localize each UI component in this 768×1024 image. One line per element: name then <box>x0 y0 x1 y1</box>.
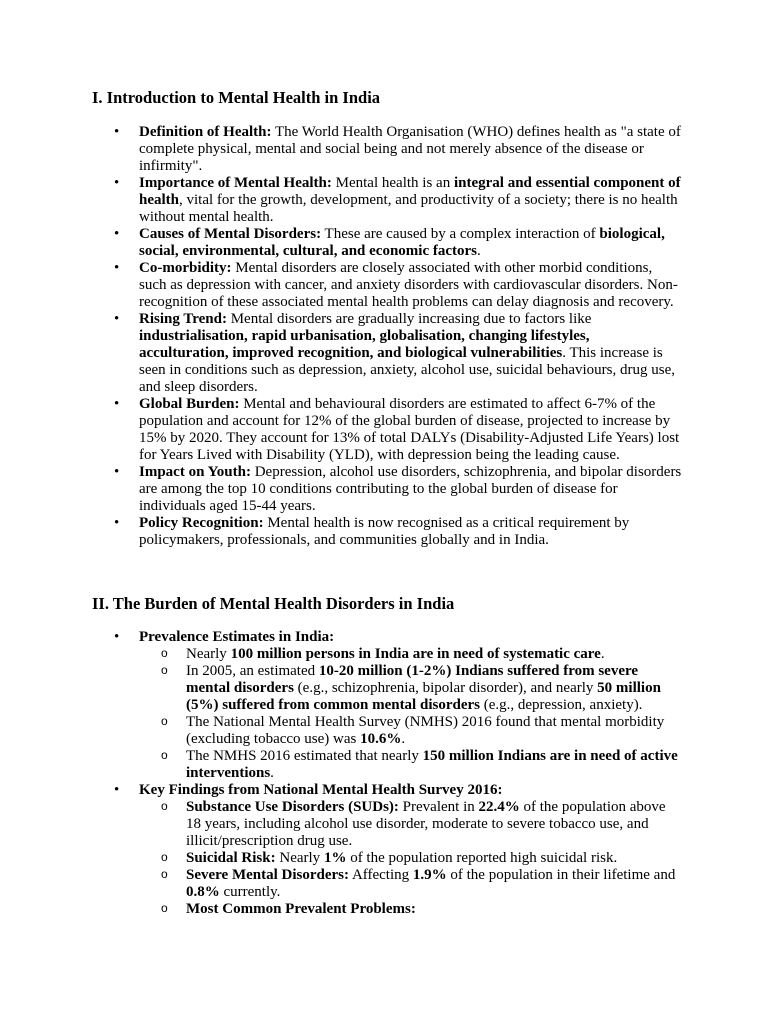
item-bold-text: 0.8% <box>186 884 220 900</box>
item-text: Mental and behavioural disorders are estimated to affect 6-7% of the population and account for 12% of the global burden of disease, projected to increase by 15% by 2020. They account for 13% of total DALYs (Disability-Adjusted Life Years) lost for Years Lived with Disability (YLD), with depression being the leading cause. <box>139 396 680 463</box>
item-text: Affecting <box>349 867 413 883</box>
item-text: The NMHS 2016 estimated that nearly <box>186 748 423 764</box>
list-item <box>92 396 682 464</box>
item-text: Prevalent in <box>398 799 479 815</box>
item-text: Mental health is now recognised as a critical requirement by policymakers, professionals, and communities globally and in India. <box>139 515 630 548</box>
item-text: In 2005, an estimated <box>186 663 319 679</box>
list-item <box>92 782 682 918</box>
item-bold-text: 1% <box>323 850 347 866</box>
item-label: Definition of Health: <box>139 124 272 140</box>
item-label: Suicidal Risk: <box>186 850 276 866</box>
sublist-item <box>139 867 682 901</box>
item-text: currently. <box>219 884 281 900</box>
section-heading-introduction: I. Introduction to Mental Health in India <box>92 88 381 107</box>
item-label: Causes of Mental Disorders: <box>139 226 322 242</box>
item-text: Depression, alcohol use disorders, schizophrenia, and bipolar disorders are among the top 10 conditions contributing to the global burden of disease for individuals aged 15-44 years. <box>139 464 682 514</box>
sublist-item <box>139 714 682 748</box>
prevalence-sublist <box>139 646 682 782</box>
item-bold-text: integral and essential component of health <box>139 175 681 208</box>
sublist-item <box>139 799 682 850</box>
item-bold-text: 10-20 million (1-2%) Indians suffered from severe mental disorders <box>186 663 639 696</box>
item-text: of the population reported high suicidal risk. <box>346 850 618 866</box>
item-bold-text: 50 million (5%) suffered from common mental disorders <box>186 680 661 713</box>
sublist-item <box>139 663 682 714</box>
item-text: . <box>270 765 274 781</box>
list-item <box>92 515 682 549</box>
list-item <box>92 260 682 311</box>
item-bold-text: 10.6% <box>360 731 402 747</box>
item-label: Severe Mental Disorders: <box>186 867 350 883</box>
item-bold-text: 100 million persons in India are in need of systematic care <box>230 646 601 662</box>
item-text: . This increase is seen in conditions such as depression, anxiety, alcohol use, suicidal behaviours, drug use, and sleep disorders. <box>139 345 675 395</box>
item-bold-text: industrialisation, rapid urbanisation, globalisation, changing lifestyles, acculturation, improved recognition, and biological vulnerabilities <box>139 328 590 361</box>
sublist-item <box>139 646 682 663</box>
item-text: Nearly <box>186 646 231 662</box>
sublist-item <box>139 850 682 867</box>
item-label: Importance of Mental Health: <box>139 175 332 191</box>
item-text: The National Mental Health Survey (NMHS) 2016 found that mental morbidity (excluding tobacco use) was <box>186 714 665 747</box>
list-item <box>92 226 682 260</box>
item-label: Most Common Prevalent Problems: <box>186 901 416 917</box>
item-text: . <box>600 646 605 662</box>
item-label: Substance Use Disorders (SUDs): <box>186 799 399 815</box>
findings-sublist <box>139 799 682 918</box>
introduction-list <box>92 124 682 549</box>
item-text: . <box>477 243 481 259</box>
item-text: The World Health Organisation (WHO) defines health as "a state of complete physical, mental and social being and not merely absence of the disease or infirmity". <box>139 124 681 174</box>
list-item <box>92 124 682 175</box>
item-bold-text: biological, social, environmental, cultural, and economic factors <box>139 226 665 259</box>
item-text: Mental disorders are closely associated with other morbid conditions, such as depression with cancer, and anxiety disorders with cardiovascular disorders. Non-recognition of these associated mental health problems can delay diagnosis and recovery. <box>139 260 678 310</box>
burden-list <box>92 629 682 918</box>
list-item <box>92 175 682 226</box>
item-label: Rising Trend: <box>139 311 227 327</box>
item-text: Nearly <box>275 850 324 866</box>
item-label: Impact on Youth: <box>139 464 251 480</box>
item-label: Prevalence Estimates in India: <box>139 629 335 645</box>
item-text: Mental health is an <box>331 175 454 191</box>
item-label: Co-morbidity: <box>139 260 232 276</box>
sublist-item <box>139 901 682 918</box>
list-item <box>92 311 682 396</box>
item-bold-text: 150 million Indians are in need of active interventions <box>186 748 678 781</box>
list-item <box>92 629 682 782</box>
item-label: Global Burden: <box>139 396 240 412</box>
item-text: These are caused by a complex interaction of <box>321 226 600 242</box>
item-text: . <box>401 731 406 747</box>
item-label: Key Findings from National Mental Health Survey 2016: <box>139 782 503 798</box>
item-text: (e.g., depression, anxiety). <box>479 697 643 713</box>
section-heading-burden: II. The Burden of Mental Health Disorders in India <box>92 594 455 613</box>
item-text: (e.g., schizophrenia, bipolar disorder), and nearly <box>293 680 598 696</box>
list-item <box>92 464 682 515</box>
item-text: of the population above 18 years, including alcohol use disorder, moderate to severe tobacco use, and illicit/prescription drug use. <box>186 799 666 849</box>
sublist-item <box>139 748 682 782</box>
item-text: Mental disorders are gradually increasing due to factors like <box>226 311 592 327</box>
item-bold-text: 1.9% <box>412 867 447 883</box>
item-bold-text: 22.4% <box>478 799 520 815</box>
item-label: Policy Recognition: <box>139 515 264 531</box>
item-text: , vital for the growth, development, and productivity of a society; there is no health without mental health. <box>139 192 678 225</box>
item-text: of the population in their lifetime and <box>446 867 676 883</box>
